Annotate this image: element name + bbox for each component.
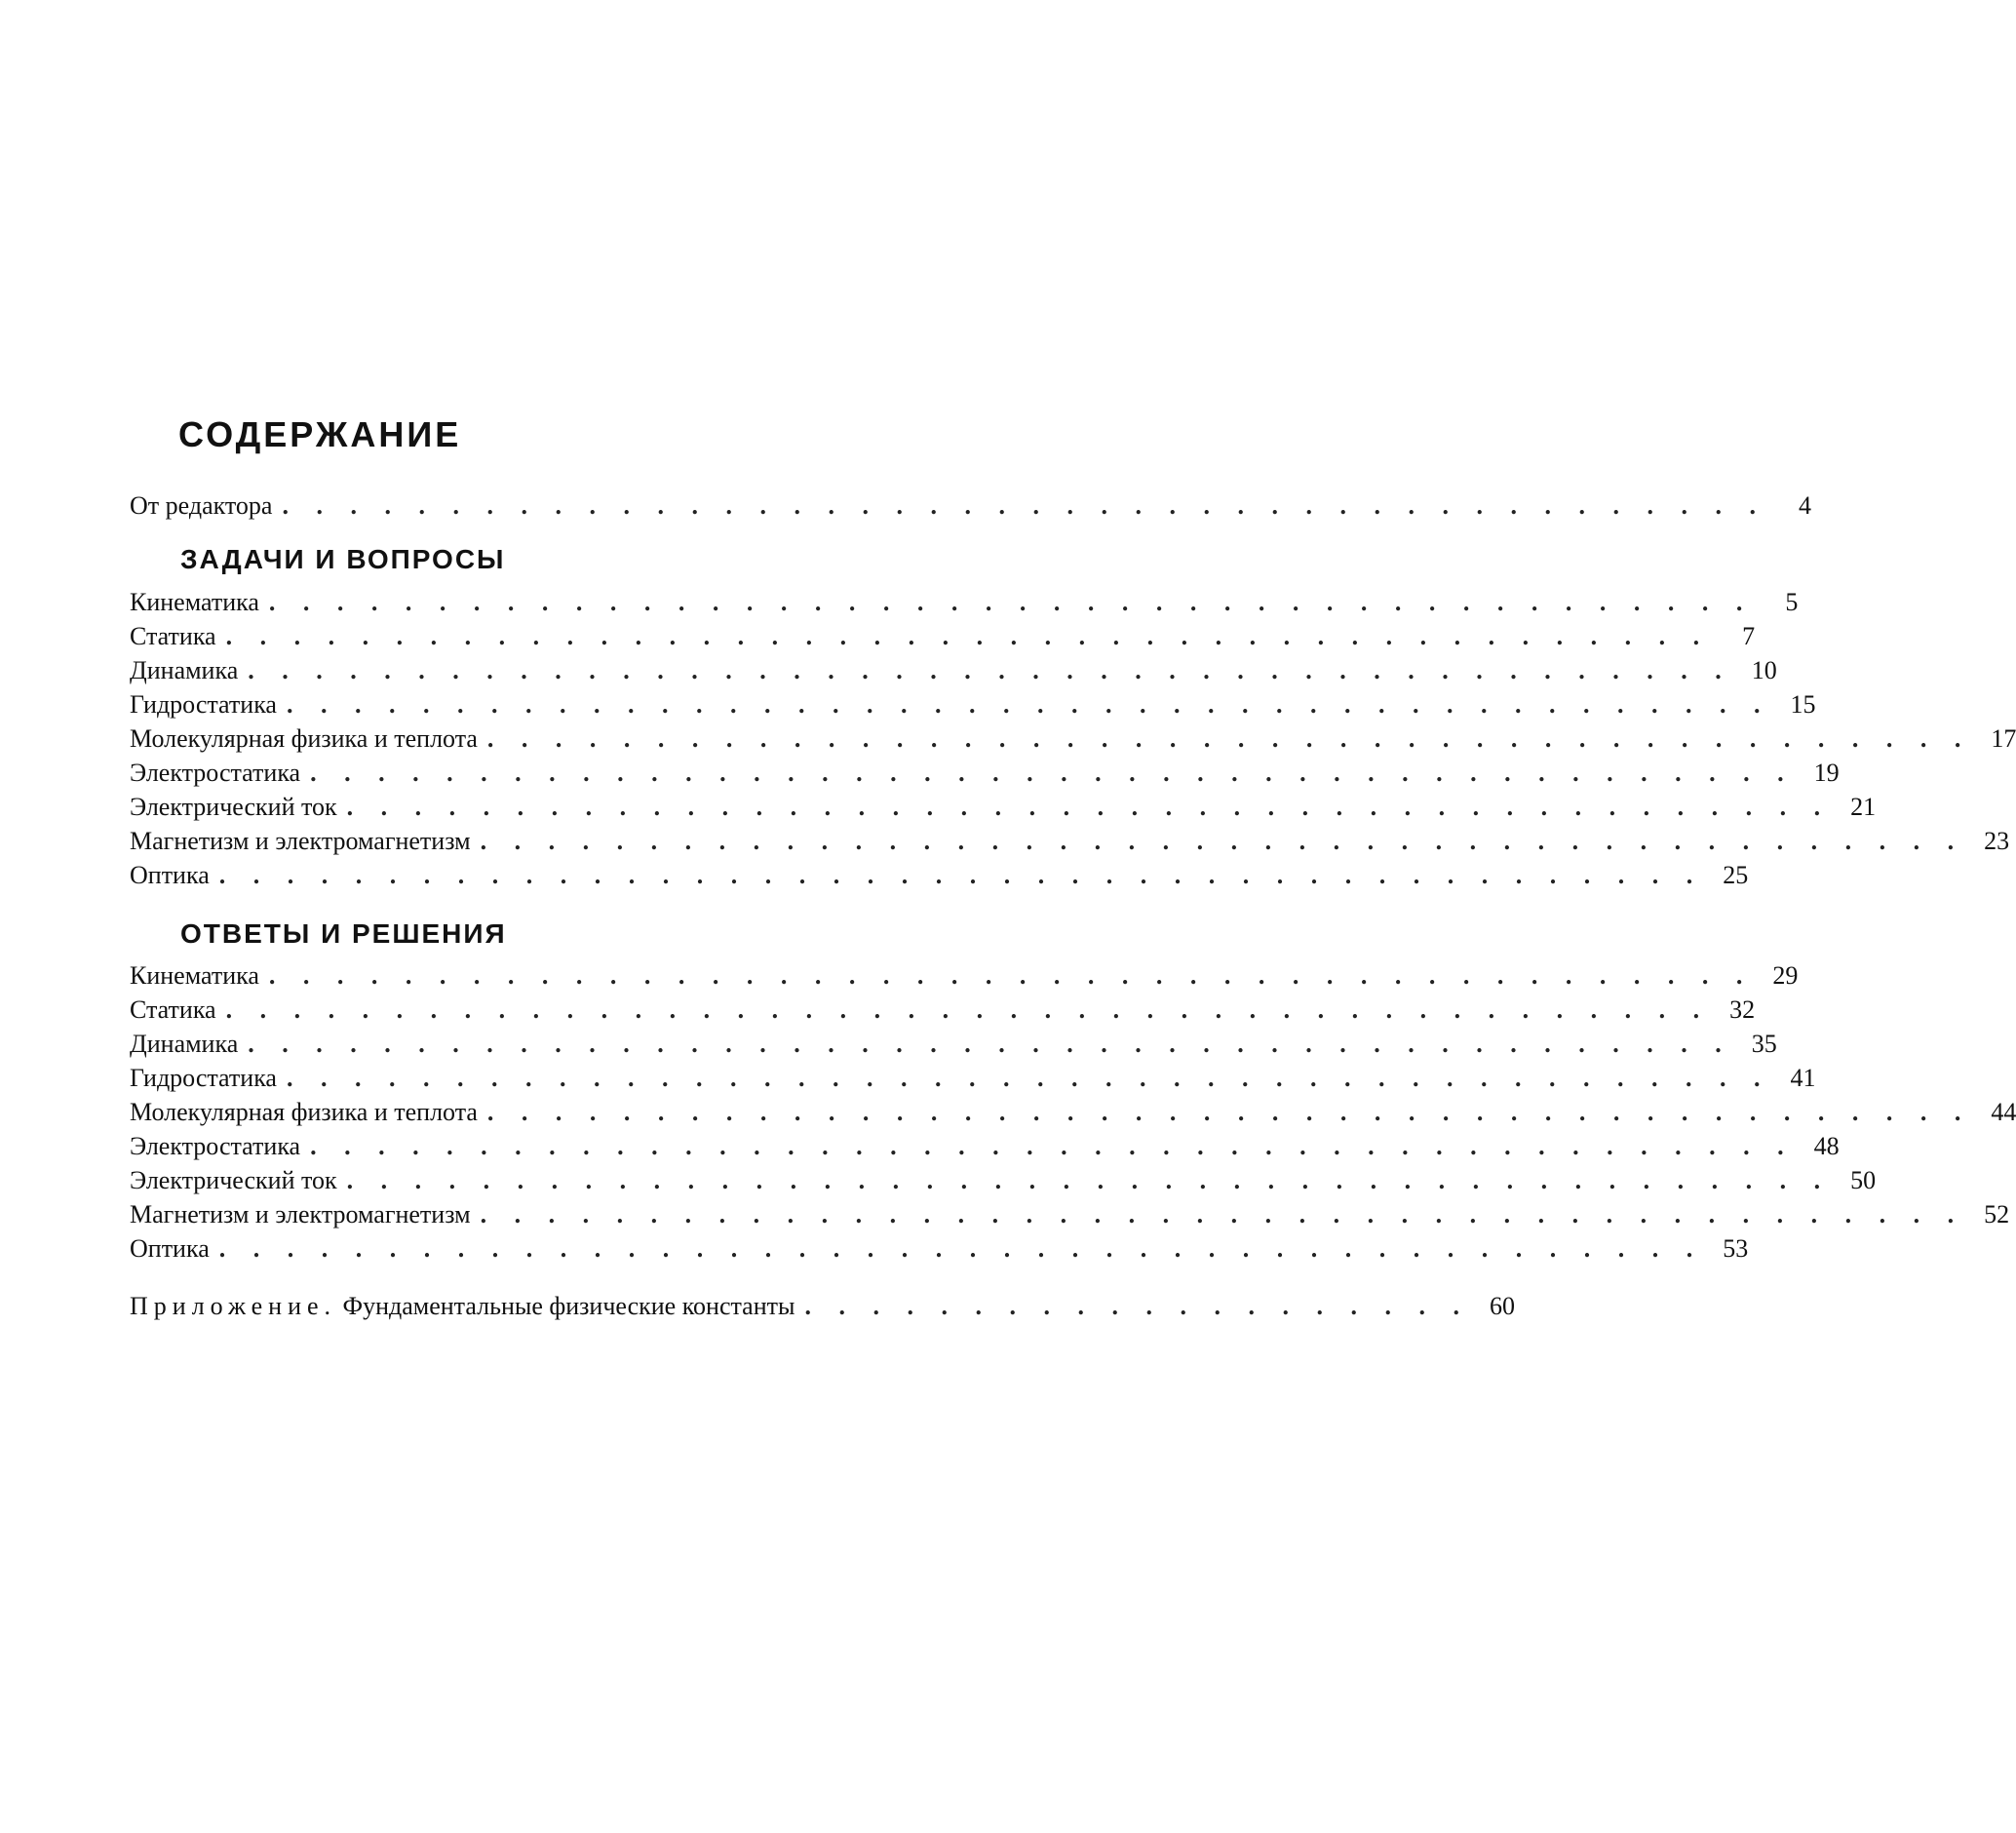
- toc-entry[interactable]: [130, 757, 1840, 790]
- toc-page-number: 32: [1729, 995, 1756, 1024]
- toc-entry[interactable]: [130, 654, 1777, 687]
- toc-entry-label: Магнетизм и электромагнетизм: [130, 827, 471, 855]
- dot-leader: . . . . . . . . . . . . . . . . . . . . . . . . . . . . . . . . . . . . . . . . . . . .: [486, 724, 1972, 753]
- toc-entry[interactable]: [130, 1028, 1777, 1061]
- toc-entry-label: Динамика: [130, 656, 239, 684]
- appendix-title: Фундаментальные физические константы: [342, 1292, 795, 1320]
- toc-entry-label: Молекулярная физика и теплота: [130, 724, 478, 753]
- toc-entry-preface[interactable]: [130, 489, 1811, 523]
- dot-leader: . . . . . . . . . . . . . . . . . . . . . . . . . . . . . . . . . . . . . . . . . . . .: [218, 861, 1704, 889]
- toc-entry[interactable]: [130, 791, 1877, 824]
- dot-leader: . . . . . . . . . . . . . . . . . . . . . . . . . . . . . . . . . . . . . . . . . . . .: [310, 759, 1795, 787]
- toc-entry[interactable]: [130, 1232, 1749, 1266]
- dot-leader: . . . . . . . . . . . . . . . . . . . . . . . . . . . . . . . . . . . . . . . . . . . .: [486, 1098, 1972, 1126]
- toc-entry-label: Гидростатика: [130, 1064, 277, 1092]
- dot-leader: . . . . . . . . . . . . . . . . . . . . . . . . . . . . . . . . . . . . . . . . . . . .: [225, 995, 1711, 1024]
- toc-page-number: 19: [1813, 759, 1840, 787]
- dot-leader: . . . . . . . . . . . . . . . . . . . . . . . . . . . . . . . . . . . . . . . . . . . .: [480, 827, 1965, 855]
- dot-leader: . . . . . . . . . . . . . . . . . . . . . . . . . . . . . . . . . . . . . . . . . . . .: [218, 1234, 1704, 1263]
- dot-leader: . . . . . . . . . . . . . . . . . . . .: [804, 1292, 1470, 1320]
- toc-entry-label: Кинематика: [130, 588, 259, 616]
- toc-page-number: 5: [1785, 588, 1799, 616]
- toc-entry[interactable]: [130, 1164, 1877, 1197]
- dot-leader: . . . . . . . . . . . . . . . . . . . . . . . . . . . . . . . . . . . . . . . . . . . .: [268, 588, 1754, 616]
- toc-page-number: 15: [1790, 690, 1816, 719]
- toc-page-number: 41: [1790, 1064, 1816, 1092]
- toc-entry[interactable]: [130, 1130, 1840, 1163]
- dot-leader: . . . . . . . . . . . . . . . . . . . . . . . . . . . . . . . . . . . . . . . . . . . .: [286, 1064, 1771, 1092]
- toc-entry[interactable]: [130, 688, 1816, 722]
- section-heading-answers: ОТВЕТЫ И РЕШЕНИЯ: [180, 918, 507, 949]
- toc-entry-label: Молекулярная физика и теплота: [130, 1098, 478, 1126]
- toc-entry[interactable]: [130, 1198, 2010, 1231]
- toc-page-number: 25: [1723, 861, 1749, 889]
- toc-entry[interactable]: [130, 722, 2016, 756]
- toc-entry-label: Оптика: [130, 861, 210, 889]
- toc-entry[interactable]: [130, 825, 2010, 858]
- toc-entry-label: Динамика: [130, 1030, 239, 1058]
- toc-entry-label: [130, 1290, 795, 1323]
- toc-page-number: 35: [1751, 1030, 1777, 1058]
- toc-entry-label: Магнетизм и электромагнетизм: [130, 1200, 471, 1228]
- toc-page-number: 48: [1813, 1132, 1840, 1160]
- toc-entry[interactable]: [130, 620, 1756, 653]
- toc-page-number: 23: [1984, 827, 2010, 855]
- toc-entry-label: Электрический ток: [130, 1166, 337, 1194]
- dot-leader: . . . . . . . . . . . . . . . . . . . . . . . . . . . . . . . . . . . . . . . . . . . .: [225, 622, 1711, 650]
- toc-entry[interactable]: [130, 859, 1749, 892]
- toc-page-number: 52: [1984, 1200, 2010, 1228]
- toc-entry[interactable]: [130, 959, 1799, 993]
- toc-entry-label: Электрический ток: [130, 793, 337, 821]
- toc-page-number: 4: [1798, 491, 1811, 520]
- dot-leader: . . . . . . . . . . . . . . . . . . . . . . . . . . . . . . . . . . . . . . . . . . . .: [268, 961, 1754, 990]
- toc-entry[interactable]: [130, 586, 1799, 619]
- dot-leader: . . . . . . . . . . . . . . . . . . . . . . . . . . . . . . . . . . . . . . . . . . . .: [346, 1166, 1832, 1194]
- page-title: СОДЕРЖАНИЕ: [178, 414, 462, 454]
- section-heading-problems: ЗАДАЧИ И ВОПРОСЫ: [180, 544, 506, 574]
- toc-entry-label: Статика: [130, 995, 216, 1024]
- toc-page-number: 60: [1489, 1292, 1515, 1320]
- toc-entry-label: Кинематика: [130, 961, 259, 990]
- dot-leader: . . . . . . . . . . . . . . . . . . . . . . . . . . . . . . . . . . . . . . . . . . . .: [346, 793, 1832, 821]
- dot-leader: . . . . . . . . . . . . . . . . . . . . . . . . . . . . . . . . . . . . . . . . . . . .: [286, 690, 1771, 719]
- toc-entry-label: Оптика: [130, 1234, 210, 1263]
- toc-page-number: 17: [1991, 724, 2016, 753]
- toc-entry[interactable]: [130, 1096, 2016, 1129]
- toc-page-number: 29: [1772, 961, 1799, 990]
- dot-leader: . . . . . . . . . . . . . . . . . . . . . . . . . . . . . . . . . . . . . . . . . . . .: [310, 1132, 1795, 1160]
- toc-entry-label: Электростатика: [130, 759, 301, 787]
- toc-page-number: 53: [1723, 1234, 1749, 1263]
- dot-leader: . . . . . . . . . . . . . . . . . . . . . . . . . . . . . . . . . . . . . . . . . . . .: [480, 1200, 1965, 1228]
- dot-leader: . . . . . . . . . . . . . . . . . . . . . . . . . . . . . . . . . . . . . . . . . . . .: [248, 1030, 1732, 1058]
- toc-entry-label: От редактора: [130, 491, 273, 520]
- toc-page-number: 21: [1850, 793, 1877, 821]
- toc-page-number: 50: [1850, 1166, 1877, 1194]
- toc-page-number: 10: [1751, 656, 1777, 684]
- toc-page-number: 44: [1991, 1098, 2016, 1126]
- dot-leader: . . . . . . . . . . . . . . . . . . . . . . . . . . . . . . . . . . . . . . . . . . . .: [248, 656, 1732, 684]
- toc-entry-appendix[interactable]: [130, 1290, 1515, 1323]
- toc-entry-label: Гидростатика: [130, 690, 277, 719]
- toc-page-number: 7: [1742, 622, 1756, 650]
- dot-leader: . . . . . . . . . . . . . . . . . . . . . . . . . . . . . . . . . . . . . . . . . . . .: [282, 491, 1766, 520]
- toc-entry[interactable]: [130, 994, 1756, 1027]
- toc-entry[interactable]: [130, 1062, 1816, 1095]
- appendix-prefix: Приложение.: [130, 1292, 337, 1320]
- toc-entry-label: Электростатика: [130, 1132, 301, 1160]
- toc-entry-label: Статика: [130, 622, 216, 650]
